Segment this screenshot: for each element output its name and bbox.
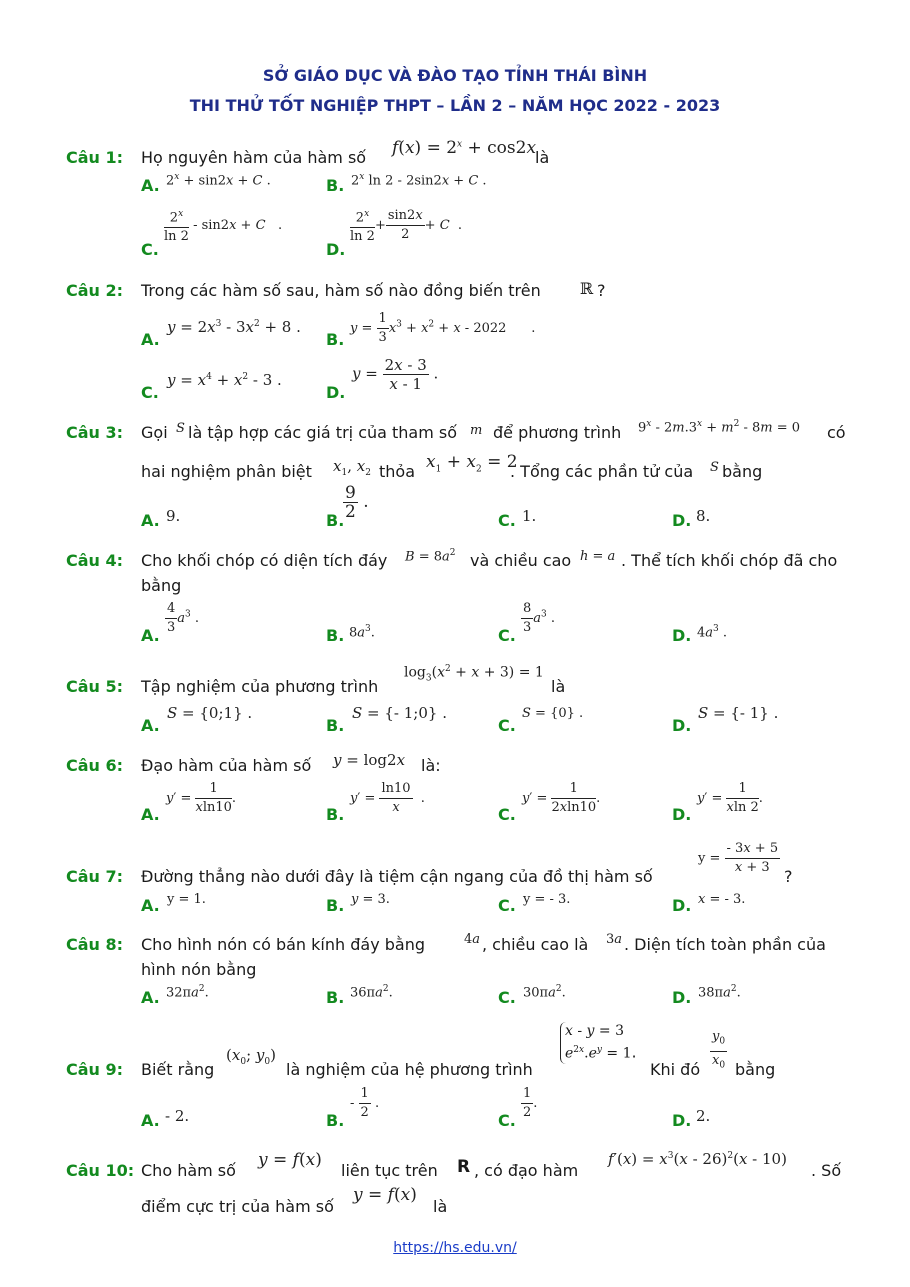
question-number: Câu 6:: [66, 756, 124, 775]
option-label-d: D.: [672, 988, 692, 1007]
option-d-math: 8.: [696, 507, 711, 525]
question-text: bằng: [141, 576, 182, 595]
option-d-math: y′ = $\frac{1}{xln 2}$ .: [697, 781, 763, 815]
real-numbers-symbol: R: [457, 1157, 471, 1177]
option-d-math: y = $\frac{2x - 3}{x - 1}$ .: [352, 356, 439, 393]
math-expression: y = $\frac{- 3x + 5}{x + 3}$: [698, 841, 779, 875]
option-label-c: C.: [141, 240, 159, 259]
question-text: bằng: [722, 462, 763, 481]
option-label-d: D.: [326, 383, 346, 402]
question-text: để phương trình: [493, 423, 622, 442]
equation-system: x - y = 3 $e^{2x}.e^y = 1$.: [560, 1022, 637, 1064]
math-expression: 4a: [464, 932, 481, 947]
option-c-math: S = {0} .: [522, 706, 584, 721]
math-expression: h = a: [580, 549, 616, 564]
option-a-math: 9.: [166, 507, 181, 525]
option-label-c: C.: [498, 1111, 516, 1130]
option-label-d: D.: [326, 240, 346, 259]
option-b-math: $36\pi a^2$.: [350, 984, 393, 1001]
question-text: Gọi: [141, 423, 168, 442]
question-text: là: [551, 677, 566, 696]
real-numbers-symbol: ℝ: [580, 279, 594, 298]
option-a-math: y′ = $\frac{1}{xln10}$ .: [166, 781, 237, 815]
option-a-math: S = {0;1} .: [167, 704, 253, 722]
math-variable: m: [470, 423, 483, 438]
option-label-a: A.: [141, 896, 160, 915]
option-d-math: 2.: [696, 1107, 711, 1125]
option-label-b: B.: [326, 1111, 345, 1130]
question-text: có: [827, 423, 846, 442]
question-text: hai nghiệm phân biệt: [141, 462, 312, 481]
option-a-math: $2^x + \sin 2x + C$ .: [166, 172, 271, 189]
option-c-math: $y = x^4 + x^2 - 3$ .: [167, 371, 282, 389]
question-text: là tập hợp các giá trị của tham số: [188, 423, 458, 442]
math-expression: $x_1$, $x_2$: [333, 457, 371, 478]
option-label-b: B.: [326, 896, 345, 915]
question-number: Câu 2:: [66, 281, 124, 300]
option-label-b: B.: [326, 805, 345, 824]
question-text: Khi đó: [650, 1060, 701, 1079]
question-text: liên tục trên: [341, 1161, 438, 1180]
question-text: Cho hình nón có bán kính đáy bằng: [141, 935, 426, 954]
question-number: Câu 7:: [66, 867, 124, 886]
question-text: . Thể tích khối chóp đã cho: [621, 551, 838, 570]
option-b-math: y′ = $\frac{\ln 10}{x}$ .: [350, 781, 425, 815]
question-text: Đạo hàm của hàm số: [141, 756, 312, 775]
option-c-math: $\frac{2^x}{\ln 2}$ - sin2x + C .: [164, 205, 282, 246]
question-text: ?: [597, 281, 606, 300]
option-label-c: C.: [498, 805, 516, 824]
question-text: Đường thẳng nào dưới đây là tiệm cận ngang của đồ thị hàm số: [141, 867, 653, 886]
option-label-b: B.: [326, 716, 345, 735]
question-text: Trong các hàm số sau, hàm số nào đồng biến trên: [141, 281, 541, 300]
option-c-math: 1.: [522, 507, 537, 525]
option-b-math: S = {- 1;0} .: [352, 704, 447, 722]
option-label-c: C.: [498, 716, 516, 735]
option-c-math: y′ = $\frac{1}{2xln10}$ .: [522, 781, 601, 815]
option-label-d: D.: [672, 1111, 692, 1130]
question-number: Câu 9:: [66, 1060, 124, 1079]
option-label-c: C.: [498, 988, 516, 1007]
math-expression: y = f(x): [353, 1185, 417, 1205]
question-text: hình nón bằng: [141, 960, 257, 979]
question-text: là: [433, 1197, 448, 1216]
question-number: Câu 10:: [66, 1161, 135, 1180]
option-label-a: A.: [141, 988, 160, 1007]
option-a-math: $\frac{4}{3}$ $a^3$ .: [167, 601, 200, 635]
option-label-b: B.: [326, 626, 345, 645]
math-expression: $f'(x) = x^3(x - 26)^2(x - 10)$: [608, 1150, 787, 1168]
option-c-math: $30\pi a^2$.: [523, 984, 566, 1001]
option-label-a: A.: [141, 805, 160, 824]
option-d-math: x = - 3.: [698, 892, 746, 907]
math-variable: S: [710, 460, 719, 475]
option-label-c: C.: [498, 511, 516, 530]
math-expression: 3a: [606, 932, 623, 947]
question-number: Câu 3:: [66, 423, 124, 442]
question-text: Cho khối chóp có diện tích đáy: [141, 551, 388, 570]
math-expression: $\log_3(x^2 + x + 3) = 1$: [404, 664, 544, 684]
math-expression: y = f(x): [258, 1150, 322, 1170]
math-expression: ($x_0$; $y_0$): [226, 1046, 276, 1067]
question-text: , chiều cao là: [482, 935, 589, 954]
option-label-a: A.: [141, 176, 160, 195]
math-expression: $\frac{y_0}{x_0}$: [712, 1029, 726, 1071]
option-c-math: $\frac{8}{3}$ $a^3$ .: [523, 601, 556, 635]
option-label-d: D.: [672, 896, 692, 915]
option-b-math: y = 3.: [351, 892, 390, 907]
math-variable: S: [176, 421, 185, 436]
option-label-a: A.: [141, 626, 160, 645]
option-label-a: A.: [141, 1111, 160, 1130]
question-text: . Số: [811, 1161, 842, 1180]
math-expression: y = log2x: [333, 751, 406, 769]
question-number: Câu 1:: [66, 148, 124, 167]
option-a-math: $y = 2x^3 - 3x^2 + 8$ .: [167, 318, 301, 336]
option-label-b: B.: [326, 176, 345, 195]
option-a-math: y = 1.: [167, 892, 206, 907]
footer: [0, 1240, 910, 1256]
option-b-math: - $\frac{1}{2}$ .: [350, 1086, 380, 1120]
option-a-math: - 2.: [165, 1107, 190, 1125]
question-text: là: [535, 148, 550, 167]
question-text: Cho hàm số: [141, 1161, 236, 1180]
question-text: , có đạo hàm: [474, 1161, 579, 1180]
option-b-math: $8a^3$.: [349, 624, 375, 641]
math-expression: $f(x) = 2^x + \cos 2x$: [392, 138, 537, 158]
option-label-a: A.: [141, 330, 160, 349]
option-label-c: C.: [498, 896, 516, 915]
math-expression: $B = 8a^2$: [405, 548, 456, 565]
option-b-math: y = $\frac{1}{3}$ $x^3 + x^2 + x - 2022$ .: [350, 311, 536, 345]
question-text: bằng: [735, 1060, 776, 1079]
option-label-d: D.: [672, 805, 692, 824]
option-c-math: y = - 3.: [523, 892, 571, 907]
option-label-a: A.: [141, 716, 160, 735]
option-d-math: $\frac{2^x}{\ln 2}$ + $\frac{\sin 2x}{2}$ + C .: [350, 205, 462, 246]
footer-link[interactable]: https://hs.edu.vn/: [393, 1240, 517, 1256]
option-d-math: $38\pi a^2$.: [698, 984, 741, 1001]
option-b-math: 2$^x$ ln 2 - 2sin2x + C .: [351, 172, 487, 189]
option-a-math: $32\pi a^2$.: [166, 984, 209, 1001]
option-label-a: A.: [141, 511, 160, 530]
question-text: là nghiệm của hệ phương trình: [286, 1060, 533, 1079]
option-b-math: $\frac{9}{2}$ .: [345, 483, 369, 522]
question-number: Câu 8:: [66, 935, 124, 954]
option-label-b: B.: [326, 330, 345, 349]
question-number: Câu 5:: [66, 677, 124, 696]
question-text: . Diện tích toàn phần của: [624, 935, 826, 954]
header-line-1: SỞ GIÁO DỤC VÀ ĐÀO TẠO TỈNH THÁI BÌNH: [262, 66, 648, 85]
option-label-c: C.: [498, 626, 516, 645]
option-d-math: S = {- 1} .: [698, 704, 779, 722]
option-label-d: D.: [672, 716, 692, 735]
option-c-math: $\frac{1}{2}$ .: [523, 1086, 538, 1120]
option-label-b: B.: [326, 988, 345, 1007]
question-text: điểm cực trị của hàm số: [141, 1197, 334, 1216]
question-text: thỏa: [379, 462, 416, 481]
question-text: Tập nghiệm của phương trình: [141, 677, 379, 696]
question-text: và chiều cao: [470, 551, 572, 570]
question-text: ?: [784, 867, 793, 886]
question-number: Câu 4:: [66, 551, 124, 570]
option-label-d: D.: [672, 511, 692, 530]
option-label-d: D.: [672, 626, 692, 645]
question-text: . Tổng các phần tử của: [510, 462, 694, 481]
math-expression: $x_1 + x_2 = 2$: [426, 452, 518, 475]
question-text: Họ nguyên hàm của hàm số: [141, 148, 367, 167]
option-label-c: C.: [141, 383, 159, 402]
math-expression: $9^x - 2m.3^x + m^2 - 8m = 0$: [638, 419, 801, 436]
question-text: là:: [421, 756, 441, 775]
header-line-2: THI THỬ TỐT NGHIỆP THPT – LẦN 2 – NĂM HỌC 2022 - 2023: [189, 96, 721, 115]
option-d-math: $4a^3$ .: [697, 624, 728, 641]
option-label-b: B.: [326, 511, 345, 530]
question-text: Biết rằng: [141, 1060, 215, 1079]
